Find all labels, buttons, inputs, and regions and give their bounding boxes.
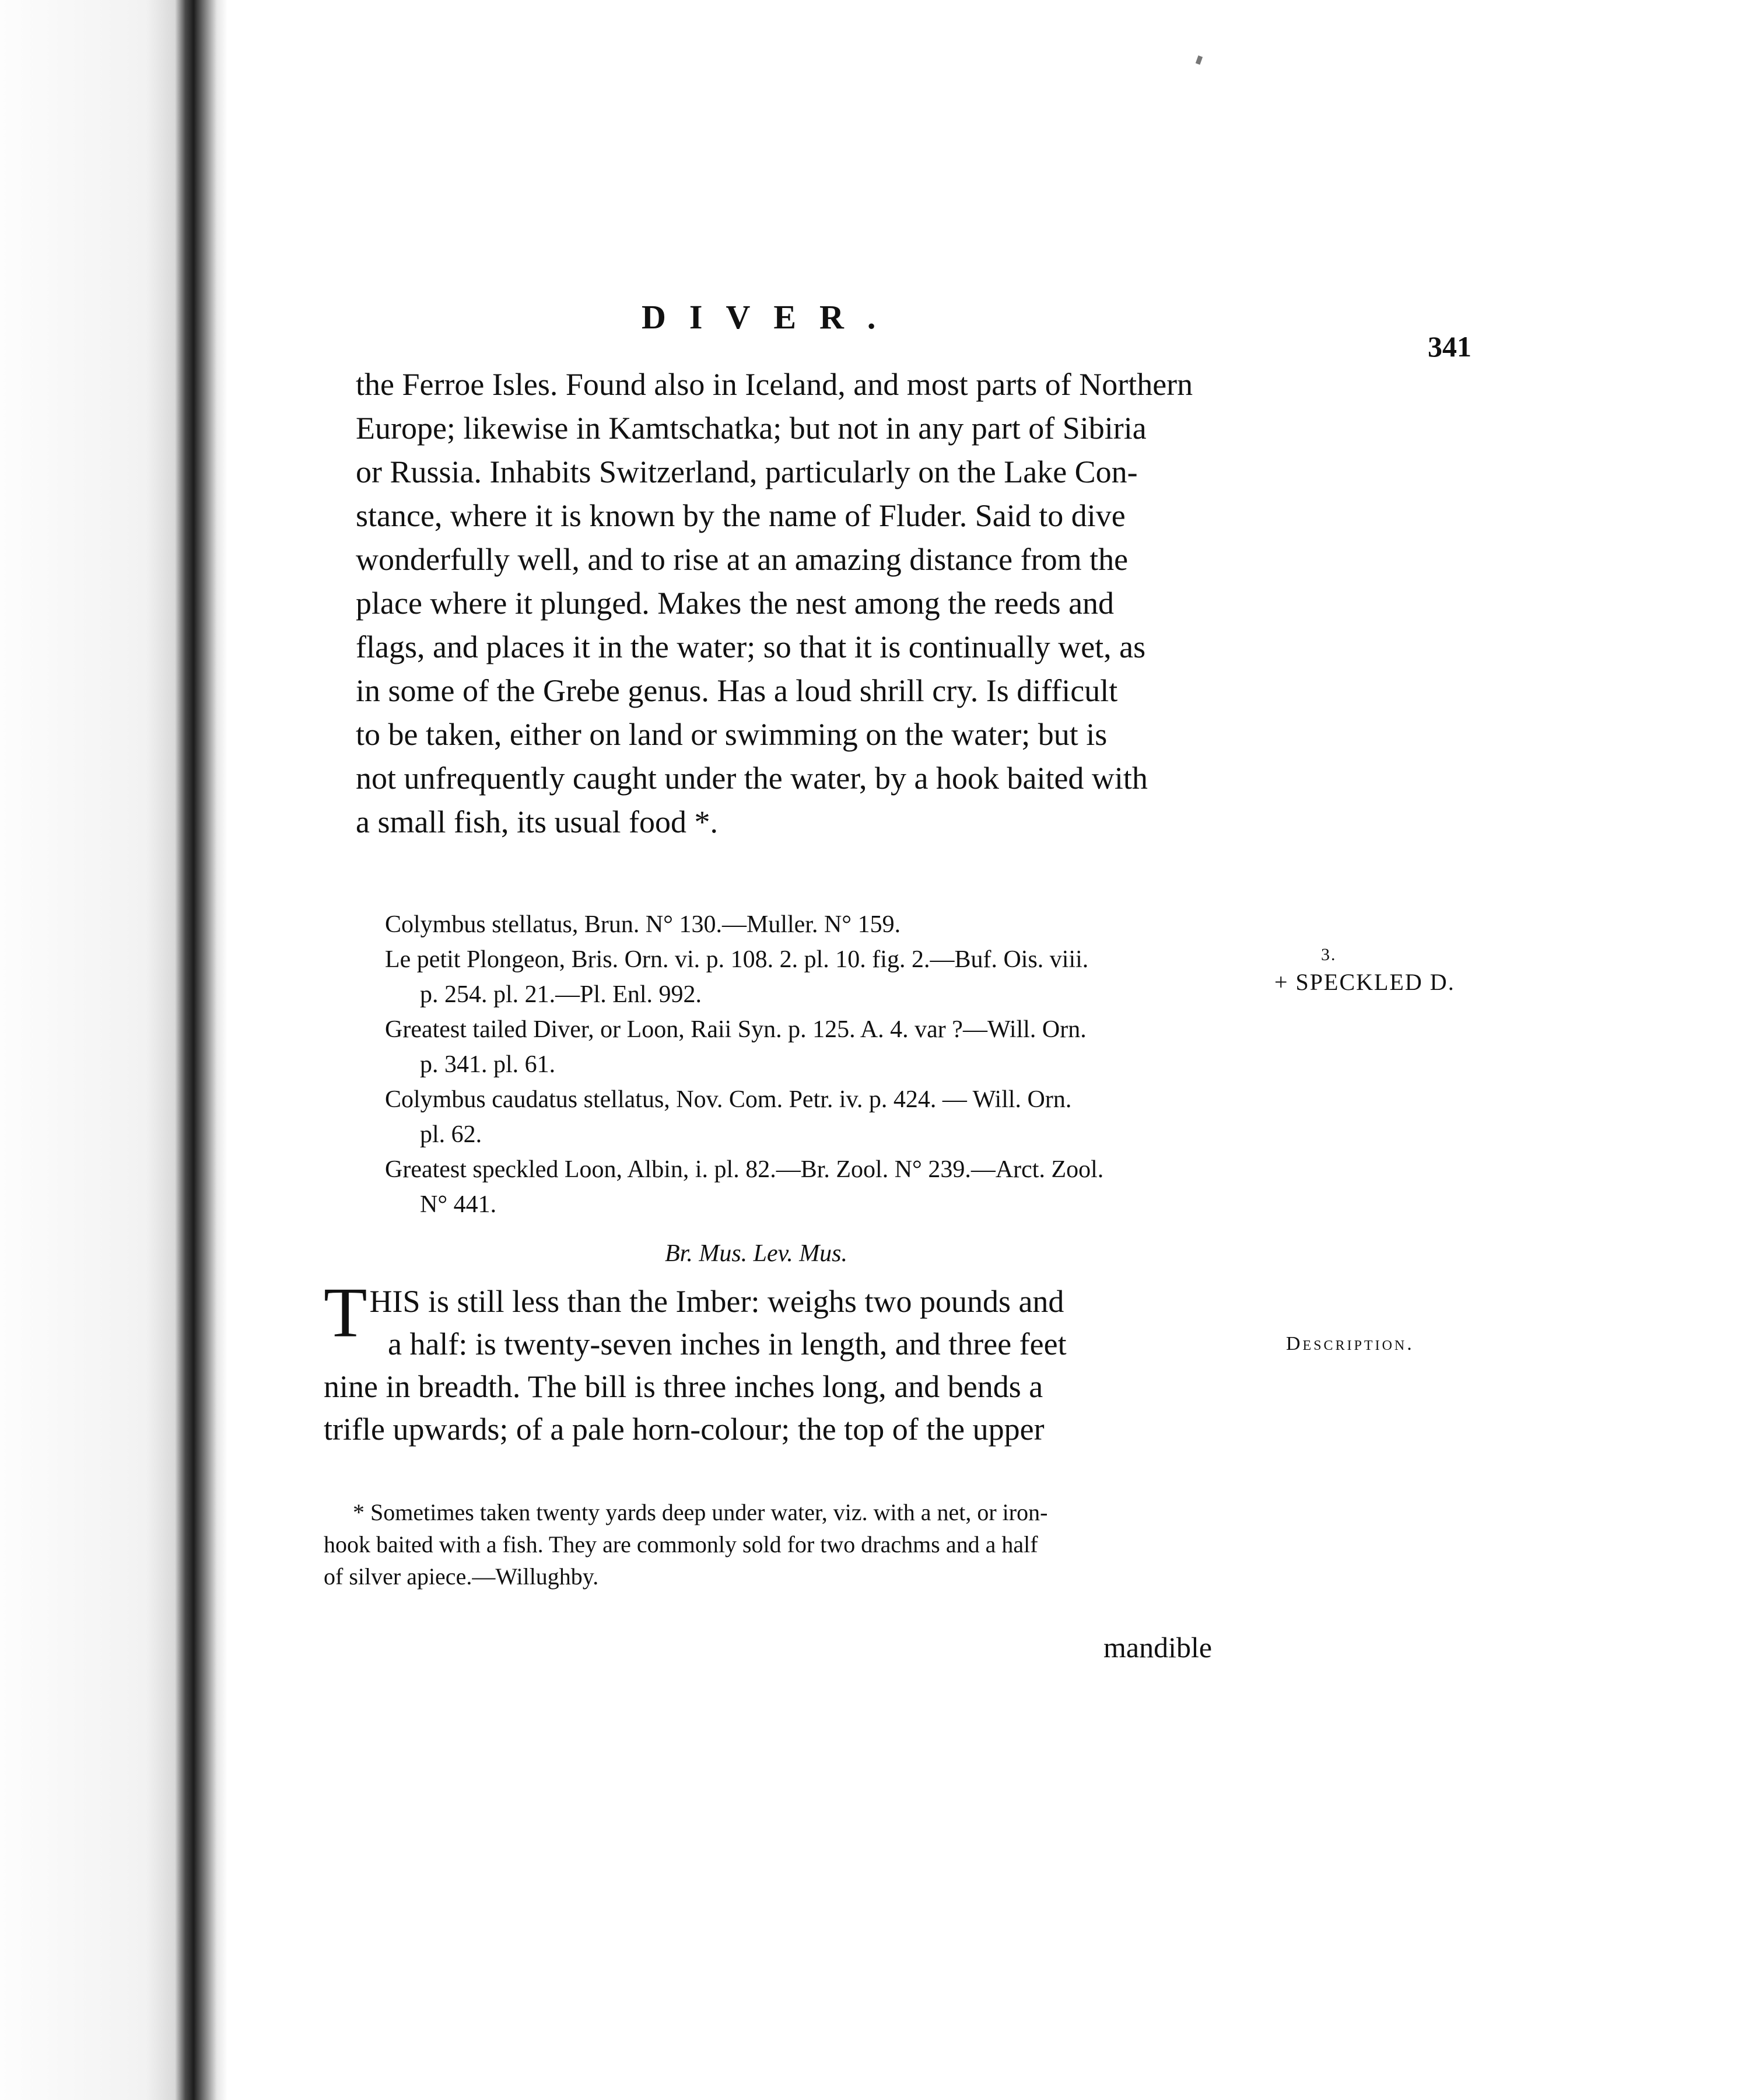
synonym-line: N° 441.	[420, 1191, 497, 1218]
book-binding-edge	[0, 0, 227, 2100]
page-number: 341	[1428, 330, 1471, 363]
paper-speck	[1196, 55, 1203, 65]
running-head: DIVER.	[642, 298, 899, 336]
species-name: + SPECKLED D.	[1274, 969, 1455, 995]
synonym-line: Colymbus stellatus, Brun. N° 130.—Muller. N° 159.	[385, 911, 901, 938]
synonym-line: Le petit Plongeon, Bris. Orn. vi. p. 108. 2. pl. 10. fig. 2.—Buf. Ois. viii.	[385, 946, 1089, 973]
text-line: trifle upwards; of a pale horn-colour; the top of the upper	[324, 1412, 1045, 1447]
footnote-line: of silver apiece.—Willughby.	[324, 1563, 599, 1590]
synonym-line: Greatest speckled Loon, Albin, i. pl. 82.—Br. Zool. N° 239.—Arct. Zool.	[385, 1156, 1104, 1183]
catchword: mandible	[1103, 1631, 1213, 1664]
footnote-line: * Sometimes taken twenty yards deep under water, viz. with a net, or iron-	[353, 1499, 1048, 1525]
text-line: stance, where it is known by the name of Fluder. Said to dive	[356, 498, 1126, 533]
description-paragraph	[324, 1273, 1067, 1451]
synonymy-list	[385, 907, 1103, 1222]
text-line: HIS is still less than the Imber: weighs two pounds and	[369, 1284, 1064, 1319]
top-paragraph	[356, 363, 1193, 844]
synonym-line: p. 341. pl. 61.	[420, 1051, 556, 1078]
text-line: place where it plunged. Makes the nest among the reeds and	[356, 586, 1115, 621]
text-line: or Russia. Inhabits Switzerland, particularly on the Lake Con-	[356, 454, 1138, 489]
text-line: nine in breadth. The bill is three inches long, and bends a	[324, 1369, 1043, 1404]
text-line: flags, and places it in the water; so that it is continually wet, as	[356, 629, 1146, 664]
synonym-line: p. 254. pl. 21.—Pl. Enl. 992.	[420, 981, 702, 1008]
species-side-title	[1274, 945, 1455, 996]
synonym-line: Colymbus caudatus stellatus, Nov. Com. Petr. iv. p. 424. — Will. Orn.	[385, 1086, 1072, 1113]
text-line: wonderfully well, and to rise at an amazing distance from the	[356, 542, 1129, 577]
text-line: in some of the Grebe genus. Has a loud shrill cry. Is difficult	[356, 673, 1118, 708]
text-line: the Ferroe Isles. Found also in Iceland, and most parts of Northern	[356, 367, 1193, 402]
footnote-line: hook baited with a fish. They are commonly sold for two drachms and a half	[324, 1531, 1038, 1558]
species-number: 3.	[1321, 945, 1337, 964]
museum-references: Br. Mus. Lev. Mus.	[665, 1240, 848, 1267]
text-line: a small fish, its usual food *.	[356, 804, 718, 839]
drop-cap: T	[324, 1273, 367, 1352]
description-side-label: Description.	[1286, 1333, 1414, 1354]
synonym-line: Greatest tailed Diver, or Loon, Raii Syn. p. 125. A. 4. var ?—Will. Orn.	[385, 1016, 1087, 1043]
text-line: a half: is twenty-seven inches in length, and three feet	[388, 1326, 1067, 1362]
text-line: not unfrequently caught under the water, by a hook baited with	[356, 761, 1148, 796]
footnote	[324, 1496, 1047, 1592]
text-line: Europe; likewise in Kamtschatka; but not in any part of Sibiria	[356, 411, 1147, 446]
synonym-line: pl. 62.	[420, 1121, 482, 1148]
text-line: to be taken, either on land or swimming on the water; but is	[356, 717, 1108, 752]
